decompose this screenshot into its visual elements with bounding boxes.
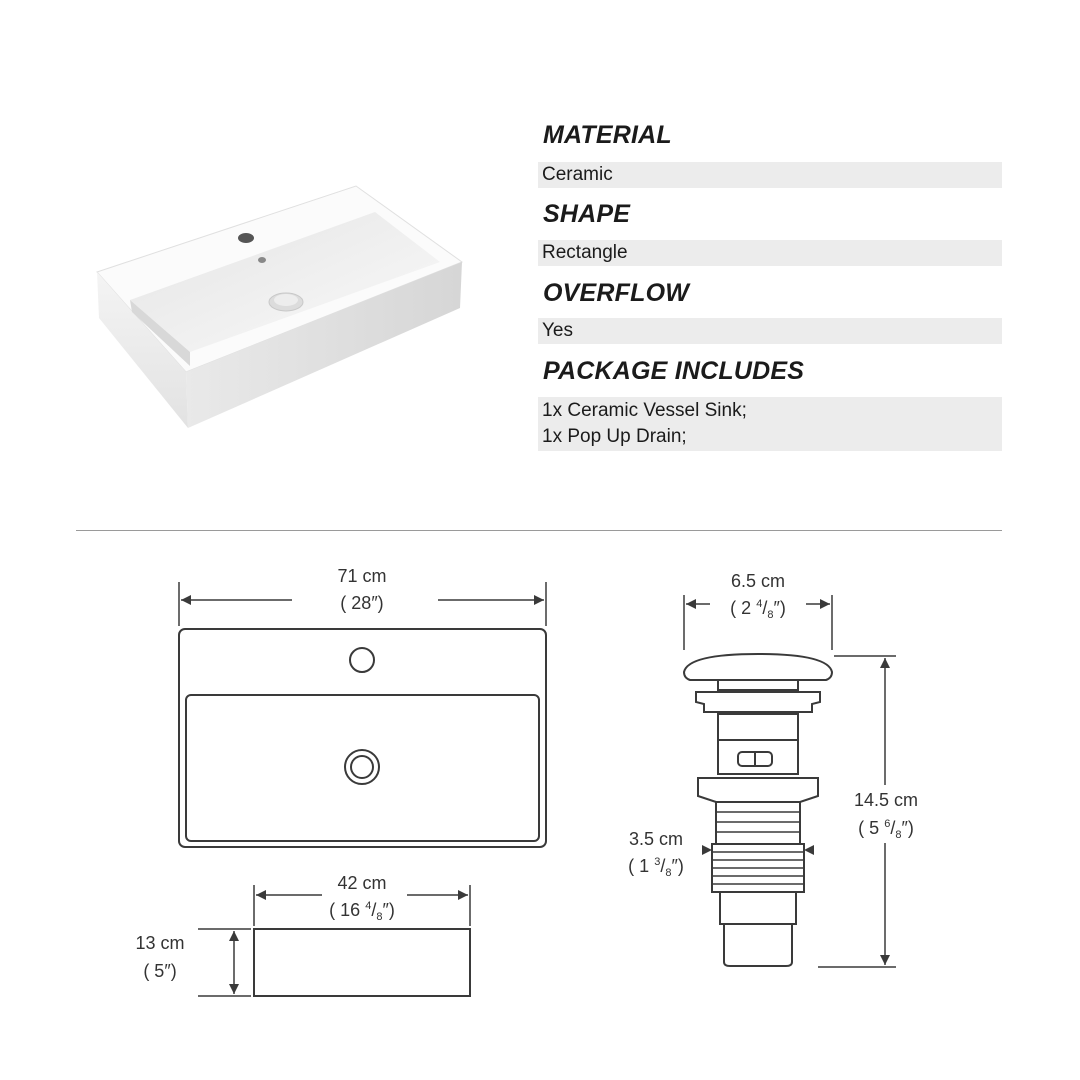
height-in-label: ( 5″) [143,961,177,981]
pop-up-drain-drawing [684,654,832,966]
material-value: Ceramic [538,162,1002,188]
drain-height-in-label: ( 5 $^6/_8''$) [858,818,914,841]
package-item: 1x Ceramic Vessel Sink; [542,400,747,421]
drain-body-cm-label: 3.5 cm [628,829,684,849]
drain-top-in-label: ( 2 $^4/_8''$) [730,598,786,621]
width-in-label: ( 28″) [340,593,384,613]
package-heading: PACKAGE INCLUDES [543,357,805,385]
height-cm-label: 13 cm [135,933,185,953]
sink-side-view-outline [254,929,470,996]
sink-top-view-basin [186,695,539,841]
package-item: 1x Pop Up Drain; [542,426,687,447]
shape-heading: SHAPE [543,200,631,228]
width-cm-label: 71 cm [337,566,387,586]
shape-value: Rectangle [538,240,1002,266]
drain-body-in-label: ( 1 $^3/_8''$) [628,856,684,879]
tap-hole-icon [350,648,374,672]
material-heading: MATERIAL [543,121,672,149]
drain-top-cm-label: 6.5 cm [730,571,786,591]
overflow-heading: OVERFLOW [543,279,690,307]
drain-height-cm-label: 14.5 cm [853,790,919,810]
overflow-value: Yes [538,318,1002,344]
sink-top-view-outline [179,629,546,847]
depth-in-label: ( 16 $^4/_8''$) [329,900,395,923]
depth-cm-label: 42 cm [337,873,387,893]
